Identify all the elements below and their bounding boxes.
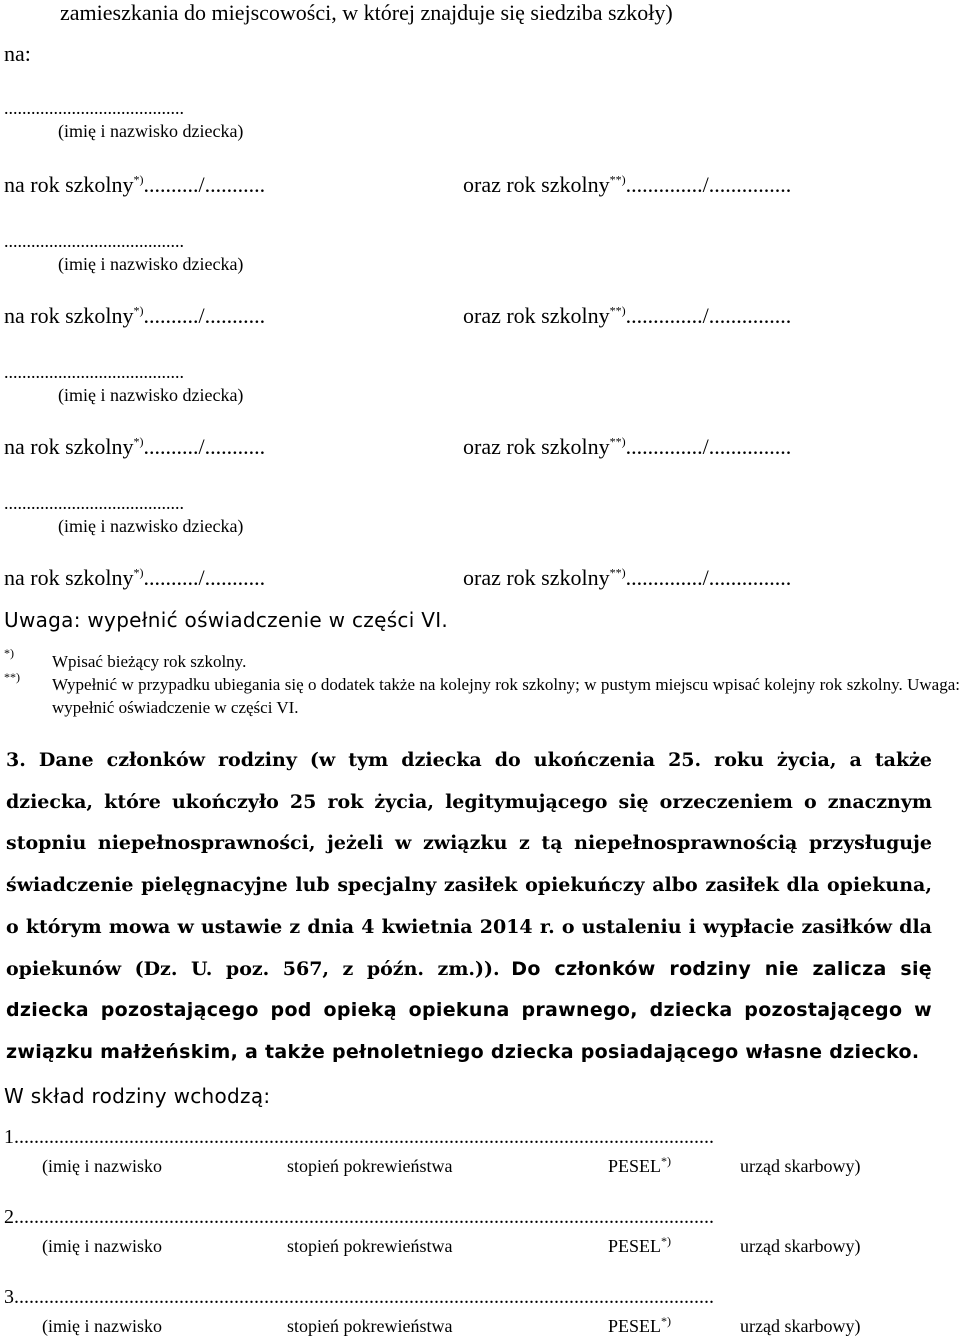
column-name: (imię i nazwisko (42, 1156, 162, 1176)
column-tax: urząd skarbowy) (740, 1156, 861, 1176)
child-name-dots: ........................................ (4, 493, 184, 513)
column-name: (imię i nazwisko (42, 1236, 162, 1256)
school-year-label: na rok szkolny (4, 434, 134, 459)
column-relation: stopień pokrewieństwa (287, 1156, 453, 1176)
school-year-row (4, 172, 265, 198)
section-3-exclusion: Do członków rodziny nie zalicza się dziecka pozostającego pod opieką opiekuna prawnego, dziecka pozostającego w związku małżeńskim, a także pełnoletniego dziecka posiadającego własne dziecko. (6, 957, 932, 1063)
school-year-row (4, 565, 265, 591)
school-year-label: na rok szkolny (4, 303, 134, 328)
school-year-value: ........../........... (143, 172, 266, 197)
section-3-paragraph (6, 740, 932, 1074)
child-name-label: (imię i nazwisko dziecka) (58, 385, 244, 405)
section-3-heading: 3. Dane członków rodziny (w tym dziecka do ukończenia 25. roku życia, a także dziecka, które ukończyło 25 rok życia, legitymującego się orzeczeniem o znacznym stopniu niepełnosprawności, jeżeli w związku z tą niepełnosprawnością przysługuje świadczenie pielęgnacyjne lub specjalny zasiłek opiekuńczy albo zasiłek dla opiekuna, o którym mowa w ustawie z dnia 4 kwietnia 2014 r. o ustaleniu i wypłacie zasiłków dla opiekunów (Dz. U. poz. 567, z późn. zm.)). (6, 749, 932, 980)
column-tax: urząd skarbowy) (740, 1316, 861, 1336)
child-name-dots: ........................................ (4, 98, 184, 118)
child-name-dots: ........................................ (4, 231, 184, 251)
footnote-text: Wypełnić w przypadku ubiegania się o dodatek także na kolejny rok szkolny; w pustym miejscu wpisać kolejny rok szkolny. Uwaga: wypełnić oświadczenie w części VI. (52, 675, 960, 717)
next-year-row (463, 565, 791, 591)
next-year-value: ............../............... (625, 565, 792, 590)
note-text: Uwaga: wypełnić oświadczenie w części VI. (4, 608, 449, 632)
column-pesel: PESEL*) (608, 1314, 672, 1336)
header-line-1: zamieszkania do miejscowości, w której znajduje się siedziba szkoły) (60, 0, 673, 25)
next-year-value: ............../............... (625, 303, 792, 328)
column-relation: stopień pokrewieństwa (287, 1316, 453, 1336)
footnote-mark: **) (609, 565, 626, 580)
child-name-label: (imię i nazwisko dziecka) (58, 121, 244, 141)
next-year-row (463, 434, 791, 460)
school-year-label: na rok szkolny (4, 172, 134, 197)
next-year-label: oraz rok szkolny (463, 565, 610, 590)
child-name-dots: ........................................ (4, 362, 184, 382)
school-year-value: ........../........... (143, 434, 266, 459)
next-year-value: ............../............... (625, 172, 792, 197)
family-heading: W skład rodziny wchodzą: (4, 1084, 271, 1108)
column-name: (imię i nazwisko (42, 1316, 162, 1336)
footnote-mark: *) (133, 303, 144, 318)
footnote-mark: *) (133, 565, 144, 580)
footnote-mark: *) (4, 646, 14, 660)
footnote-text: Wpisać bieżący rok szkolny. (52, 652, 247, 671)
column-tax: urząd skarbowy) (740, 1236, 861, 1256)
school-year-row (4, 434, 265, 460)
column-relation: stopień pokrewieństwa (287, 1236, 453, 1256)
child-name-label: (imię i nazwisko dziecka) (58, 254, 244, 274)
member-line: 3............................................................................................................................................ (4, 1286, 714, 1308)
member-line: 2............................................................................................................................................ (4, 1206, 714, 1228)
column-pesel: PESEL*) (608, 1154, 672, 1176)
footnote-mark: **) (609, 434, 626, 449)
child-name-label: (imię i nazwisko dziecka) (58, 516, 244, 536)
school-year-value: ........../........... (143, 303, 266, 328)
footnote-mark: *) (133, 434, 144, 449)
footnote-mark: **) (609, 303, 626, 318)
column-pesel: PESEL*) (608, 1234, 672, 1256)
next-year-label: oraz rok szkolny (463, 303, 610, 328)
footnote-mark: **) (609, 172, 626, 187)
next-year-row (463, 303, 791, 329)
school-year-row (4, 303, 265, 329)
member-line: 1............................................................................................................................................ (4, 1126, 714, 1148)
next-year-row (463, 172, 791, 198)
footnote-mark: *) (133, 172, 144, 187)
next-year-label: oraz rok szkolny (463, 172, 610, 197)
footnote-mark: **) (4, 670, 20, 684)
next-year-label: oraz rok szkolny (463, 434, 610, 459)
header-line-2: na: (4, 41, 31, 66)
next-year-value: ............../............... (625, 434, 792, 459)
school-year-value: ........../........... (143, 565, 266, 590)
school-year-label: na rok szkolny (4, 565, 134, 590)
